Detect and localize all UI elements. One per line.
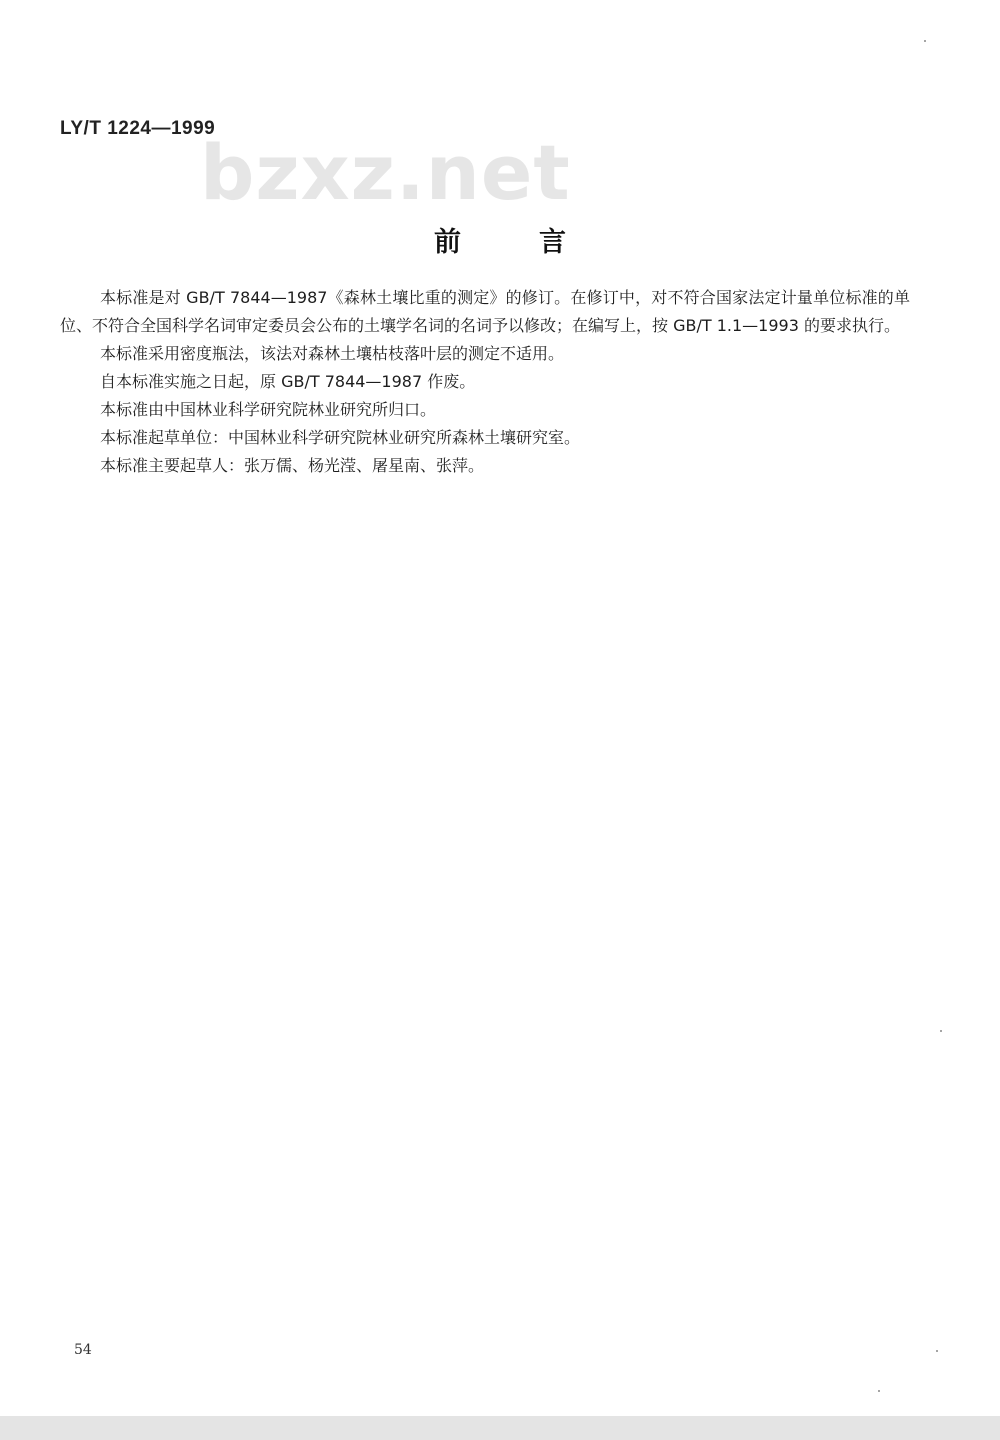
- paragraph: 本标准起草单位：中国林业科学研究院林业研究所森林土壤研究室。: [100, 428, 581, 447]
- page-number: 54: [74, 1342, 92, 1358]
- scan-bottom-edge: [0, 1416, 1000, 1440]
- watermark: bzxz.net: [200, 128, 571, 217]
- scan-speck: [940, 1030, 942, 1032]
- section-heading: 前言: [434, 227, 644, 258]
- foreword-body: [60, 284, 910, 480]
- paragraph: 本标准采用密度瓶法，该法对森林土壤枯枝落叶层的测定不适用。: [100, 344, 565, 363]
- paragraph: 本标准是对 GB/T 7844—1987《森林土壤比重的测定》的修订。在修订中，对不符合国家法定计量单位标准的单位、不符合全国科学名词审定委员会公布的土壤学名词的名词予以修改；在编写上，按 GB/T 1.1—1993 的要求执行。: [60, 288, 910, 335]
- scan-speck: [936, 1350, 938, 1352]
- scan-speck: [878, 1390, 880, 1392]
- paragraph: 本标准主要起草人：张万儒、杨光滢、屠星南、张萍。: [100, 456, 485, 475]
- paragraph: 本标准由中国林业科学研究院林业研究所归口。: [100, 400, 437, 419]
- standard-code: LY/T 1224—1999: [60, 118, 216, 139]
- paragraph: 自本标准实施之日起，原 GB/T 7844—1987 作废。: [100, 372, 476, 391]
- scan-speck: [924, 40, 926, 42]
